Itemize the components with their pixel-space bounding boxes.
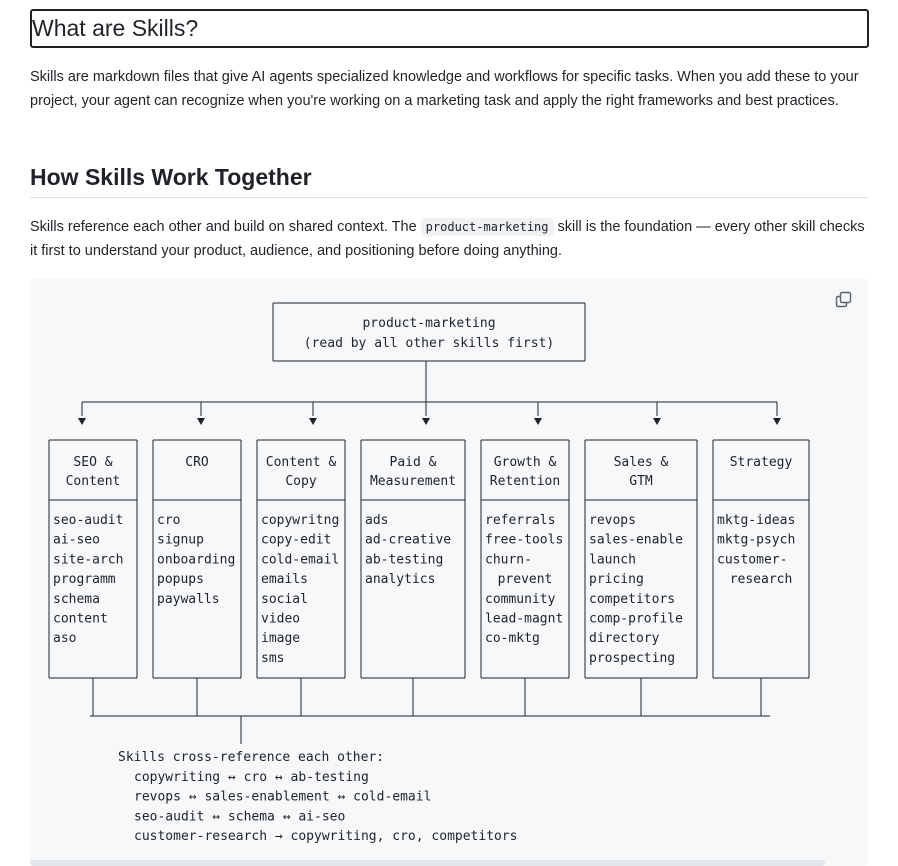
column-header: GTM xyxy=(629,474,653,489)
cross-reference-line: copywriting ↔ cro ↔ ab-testing xyxy=(134,770,369,785)
skill-item: prevent xyxy=(497,572,553,588)
skill-item: ab-testing xyxy=(365,552,444,568)
section-title: How Skills Work Together xyxy=(30,160,868,198)
skill-item: comp-profile xyxy=(589,611,683,627)
root-subtitle: (read by all other skills first) xyxy=(303,336,555,351)
skill-item: mktg-ideas xyxy=(717,513,796,528)
section-text-after: skill is the foundation — every other skill checks it first to understand your product, audience, and positioning before doing anything. xyxy=(30,219,865,259)
arrow-down-icon xyxy=(78,418,86,425)
column-header: SEO & xyxy=(73,455,113,470)
skills-diagram xyxy=(30,278,868,866)
section-paragraph xyxy=(30,215,870,263)
copy-button[interactable] xyxy=(835,291,853,309)
code-block xyxy=(30,278,868,866)
cross-reference-line: seo-audit ↔ schema ↔ ai-seo xyxy=(134,809,346,825)
skill-item: analytics xyxy=(365,572,436,588)
arrow-down-icon xyxy=(309,418,317,425)
inline-code: product-marketing xyxy=(421,218,554,236)
skill-item: content xyxy=(53,611,108,627)
skill-item: churn- xyxy=(485,552,532,568)
skill-item: image xyxy=(261,631,301,647)
horizontal-scrollbar[interactable] xyxy=(30,860,825,866)
skill-item: social xyxy=(261,591,308,607)
skill-item: aso xyxy=(53,631,77,647)
skill-item: revops xyxy=(589,513,636,528)
page-heading: What are Skills? xyxy=(30,9,869,48)
column-header: Sales & xyxy=(613,455,669,470)
arrow-down-icon xyxy=(197,418,205,425)
skill-item: emails xyxy=(261,572,308,588)
skill-item: community xyxy=(485,591,556,607)
skill-item: video xyxy=(261,611,301,627)
root-title: product-marketing xyxy=(362,316,496,331)
skill-item: pricing xyxy=(589,572,644,588)
skill-item: prospecting xyxy=(589,650,676,666)
skill-item: ads xyxy=(365,513,389,528)
skill-item: co-mktg xyxy=(485,631,540,647)
cross-reference-line: revops ↔ sales-enablement ↔ cold-email xyxy=(134,789,432,805)
skill-item: customer- xyxy=(717,552,788,568)
column-header: Copy xyxy=(285,474,317,489)
skill-item: cold-email xyxy=(261,552,340,568)
intro-paragraph: Skills are markdown files that give AI agents specialized knowledge and workflows for specific tasks. When you add these to your project, your agent can recognize when you're working on a marketing task and apply the right frameworks and best practices. xyxy=(30,69,859,109)
skill-item: directory xyxy=(589,631,660,647)
skill-item: referrals xyxy=(485,513,556,528)
column-header: Retention xyxy=(489,474,561,489)
column-header: Content xyxy=(65,474,121,489)
skill-item: onboarding xyxy=(157,552,236,568)
skill-item: programm xyxy=(53,572,116,588)
column-header: Content & xyxy=(265,455,337,470)
skill-item: paywalls xyxy=(157,591,220,607)
skill-item: signup xyxy=(157,532,204,548)
cross-reference-title: Skills cross-reference each other: xyxy=(118,750,385,765)
skill-item: site-arch xyxy=(53,552,124,568)
skill-item: schema xyxy=(53,591,100,607)
cross-reference-line: customer-research → copywriting, cro, competitors xyxy=(134,829,518,845)
skill-item: sales-enable xyxy=(589,532,683,548)
skill-item: copy-edit xyxy=(261,532,332,548)
skill-item: sms xyxy=(261,650,285,666)
skill-item: seo-audit xyxy=(53,513,124,528)
skill-item: ai-seo xyxy=(53,532,100,548)
column-header: Growth & xyxy=(493,455,557,470)
skill-item: competitors xyxy=(589,591,676,607)
skill-item: copywritng xyxy=(261,513,340,528)
arrow-down-icon xyxy=(653,418,661,425)
arrow-down-icon xyxy=(534,418,542,425)
skill-item: mktg-psych xyxy=(717,532,796,548)
skill-item: ad-creative xyxy=(365,532,452,548)
skill-item: lead-magnt xyxy=(485,611,564,627)
skill-item: free-tools xyxy=(485,532,564,548)
skill-item: popups xyxy=(157,572,204,588)
copy-icon xyxy=(835,291,853,309)
skill-item: research xyxy=(729,572,793,588)
column-header: Measurement xyxy=(369,474,457,489)
column-header: CRO xyxy=(185,455,209,470)
skill-item: launch xyxy=(589,552,636,568)
section-text-before: Skills reference each other and build on shared context. The xyxy=(30,219,421,235)
arrow-down-icon xyxy=(422,418,430,425)
column-header: Paid & xyxy=(389,455,437,470)
skill-item: cro xyxy=(157,513,181,528)
arrow-down-icon xyxy=(773,418,781,425)
column-header: Strategy xyxy=(729,455,793,470)
